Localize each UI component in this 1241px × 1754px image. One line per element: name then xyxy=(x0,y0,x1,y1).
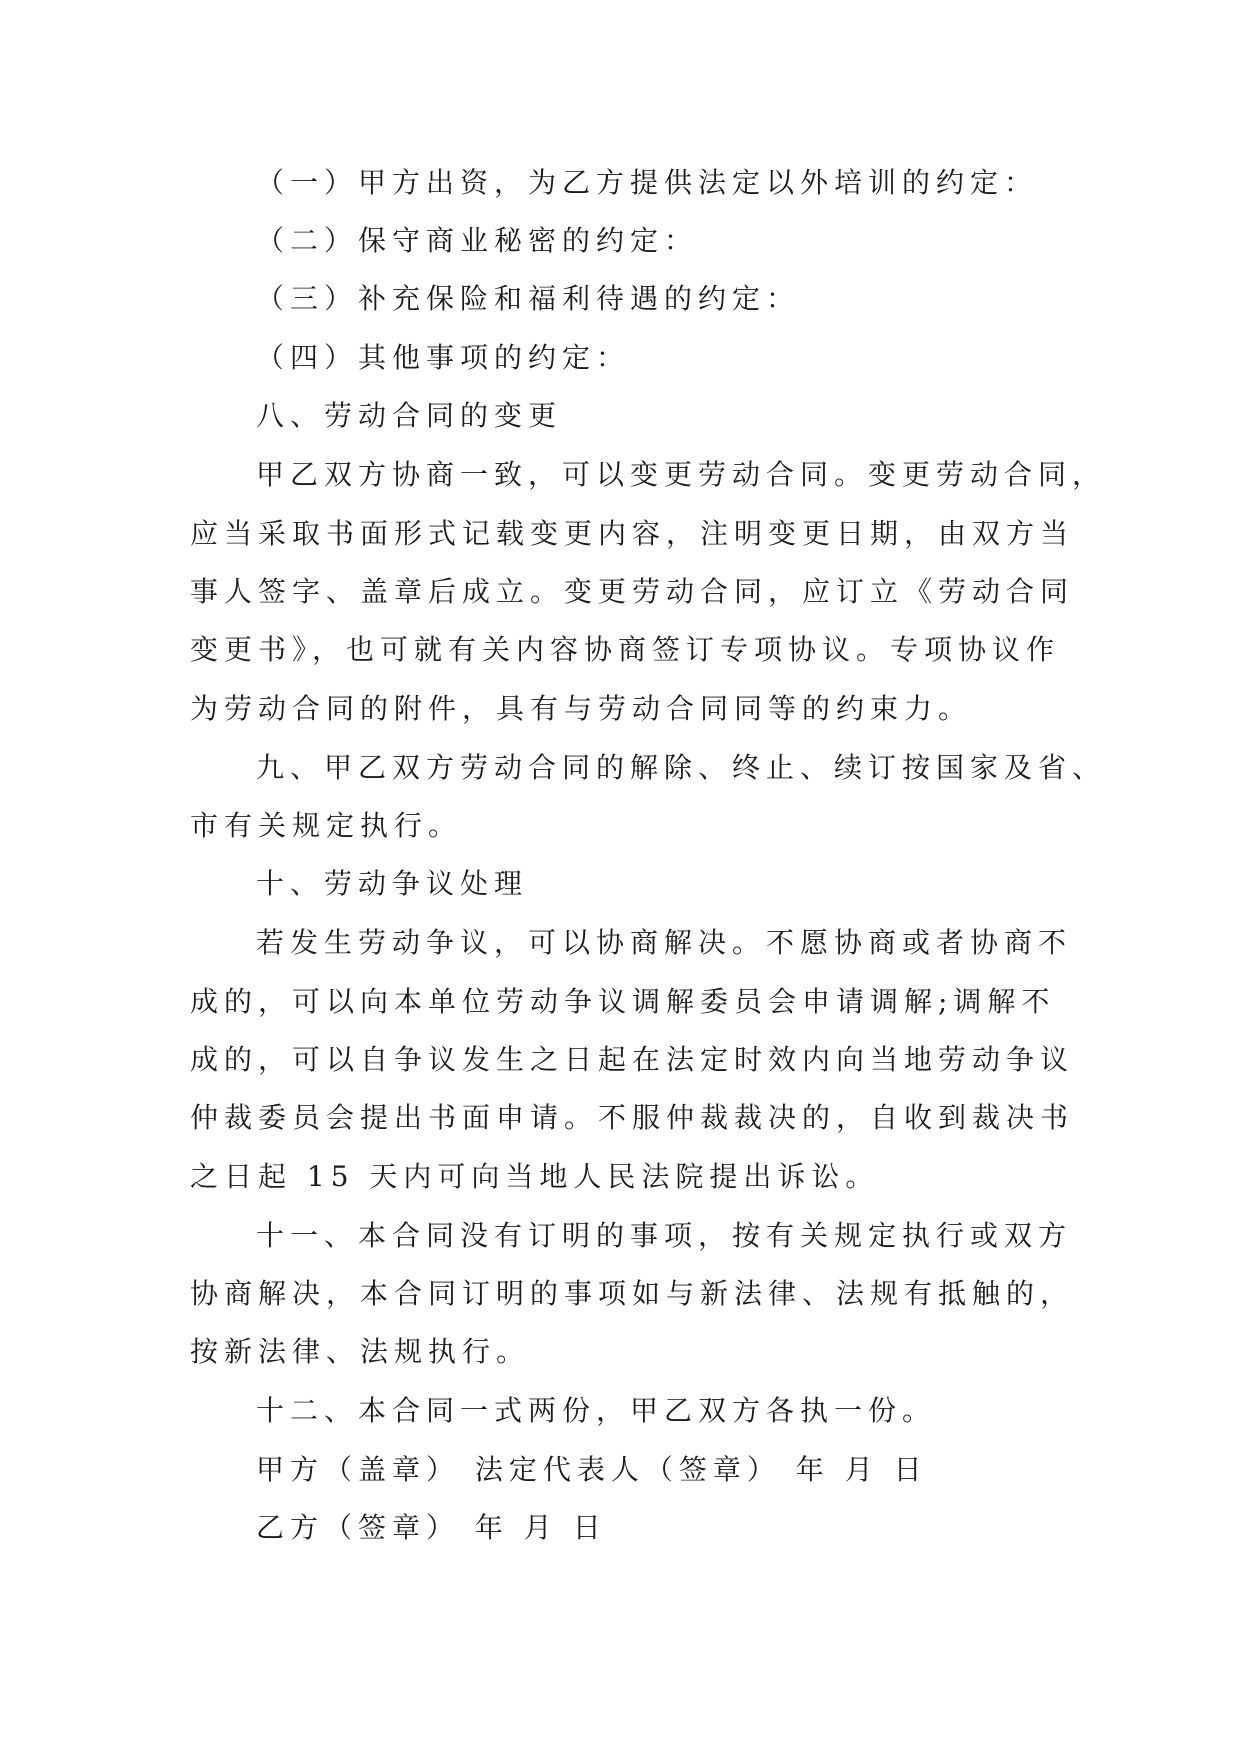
clause-10-paragraph-line: 成的，可以自争议发生之日起在法定时效内向当地劳动争议 xyxy=(190,1043,1075,1076)
clause-10-paragraph-line: 之日起 15 天内可向当地人民法院提出诉讼。 xyxy=(190,1160,880,1193)
clause-9-line: 九、甲乙双方劳动合同的解除、终止、续订按国家及省、 xyxy=(256,751,1107,784)
clause-7-item-1: （一）甲方出资，为乙方提供法定以外培训的约定： xyxy=(256,166,1039,199)
clause-9-line: 市有关规定执行。 xyxy=(190,809,463,842)
clause-8-paragraph-line: 变更书》，也可就有关内容协商签订专项协议。专项协议作 xyxy=(190,633,1061,666)
clause-11-line: 十一、本合同没有订明的事项，按有关规定执行或双方 xyxy=(256,1219,1073,1252)
clause-8-paragraph-line: 为劳动合同的附件，具有与劳动合同同等的约束力。 xyxy=(190,692,973,725)
clause-8-paragraph-line: 事人签字、盖章后成立。变更劳动合同，应订立《劳动合同 xyxy=(190,575,1075,608)
clause-10-paragraph-line: 仲裁委员会提出书面申请。不服仲裁裁决的，自收到裁决书 xyxy=(190,1101,1075,1134)
clause-8-paragraph-line: 甲乙双方协商一致，可以变更劳动合同。变更劳动合同， xyxy=(256,458,1107,491)
clause-8-paragraph-line: 应当采取书面形式记载变更内容，注明变更日期，由双方当 xyxy=(190,517,1075,550)
clause-10-heading: 十、劳动争议处理 xyxy=(256,867,529,900)
clause-7-item-3: （三）补充保险和福利待遇的约定： xyxy=(256,282,801,315)
party-a-signature-line: 甲方（盖章） 法定代表人（签章） 年 月 日 xyxy=(256,1453,928,1486)
clause-7-item-2: （二）保守商业秘密的约定： xyxy=(256,224,699,257)
party-b-signature-line: 乙方（签章） 年 月 日 xyxy=(256,1511,607,1544)
clause-11-line: 按新法律、法规执行。 xyxy=(190,1335,531,1368)
clause-10-paragraph-line: 若发生劳动争议，可以协商解决。不愿协商或者协商不 xyxy=(256,926,1073,959)
clause-11-line: 协商解决，本合同订明的事项如与新法律、法规有抵触的， xyxy=(190,1277,1075,1310)
clause-10-paragraph-line: 成的，可以向本单位劳动争议调解委员会申请调解;调解不 xyxy=(190,985,1056,1018)
clause-8-heading: 八、劳动合同的变更 xyxy=(256,399,563,432)
clause-12-line: 十二、本合同一式两份，甲乙双方各执一份。 xyxy=(256,1394,937,1427)
clause-7-item-4: （四）其他事项的约定： xyxy=(256,341,631,374)
